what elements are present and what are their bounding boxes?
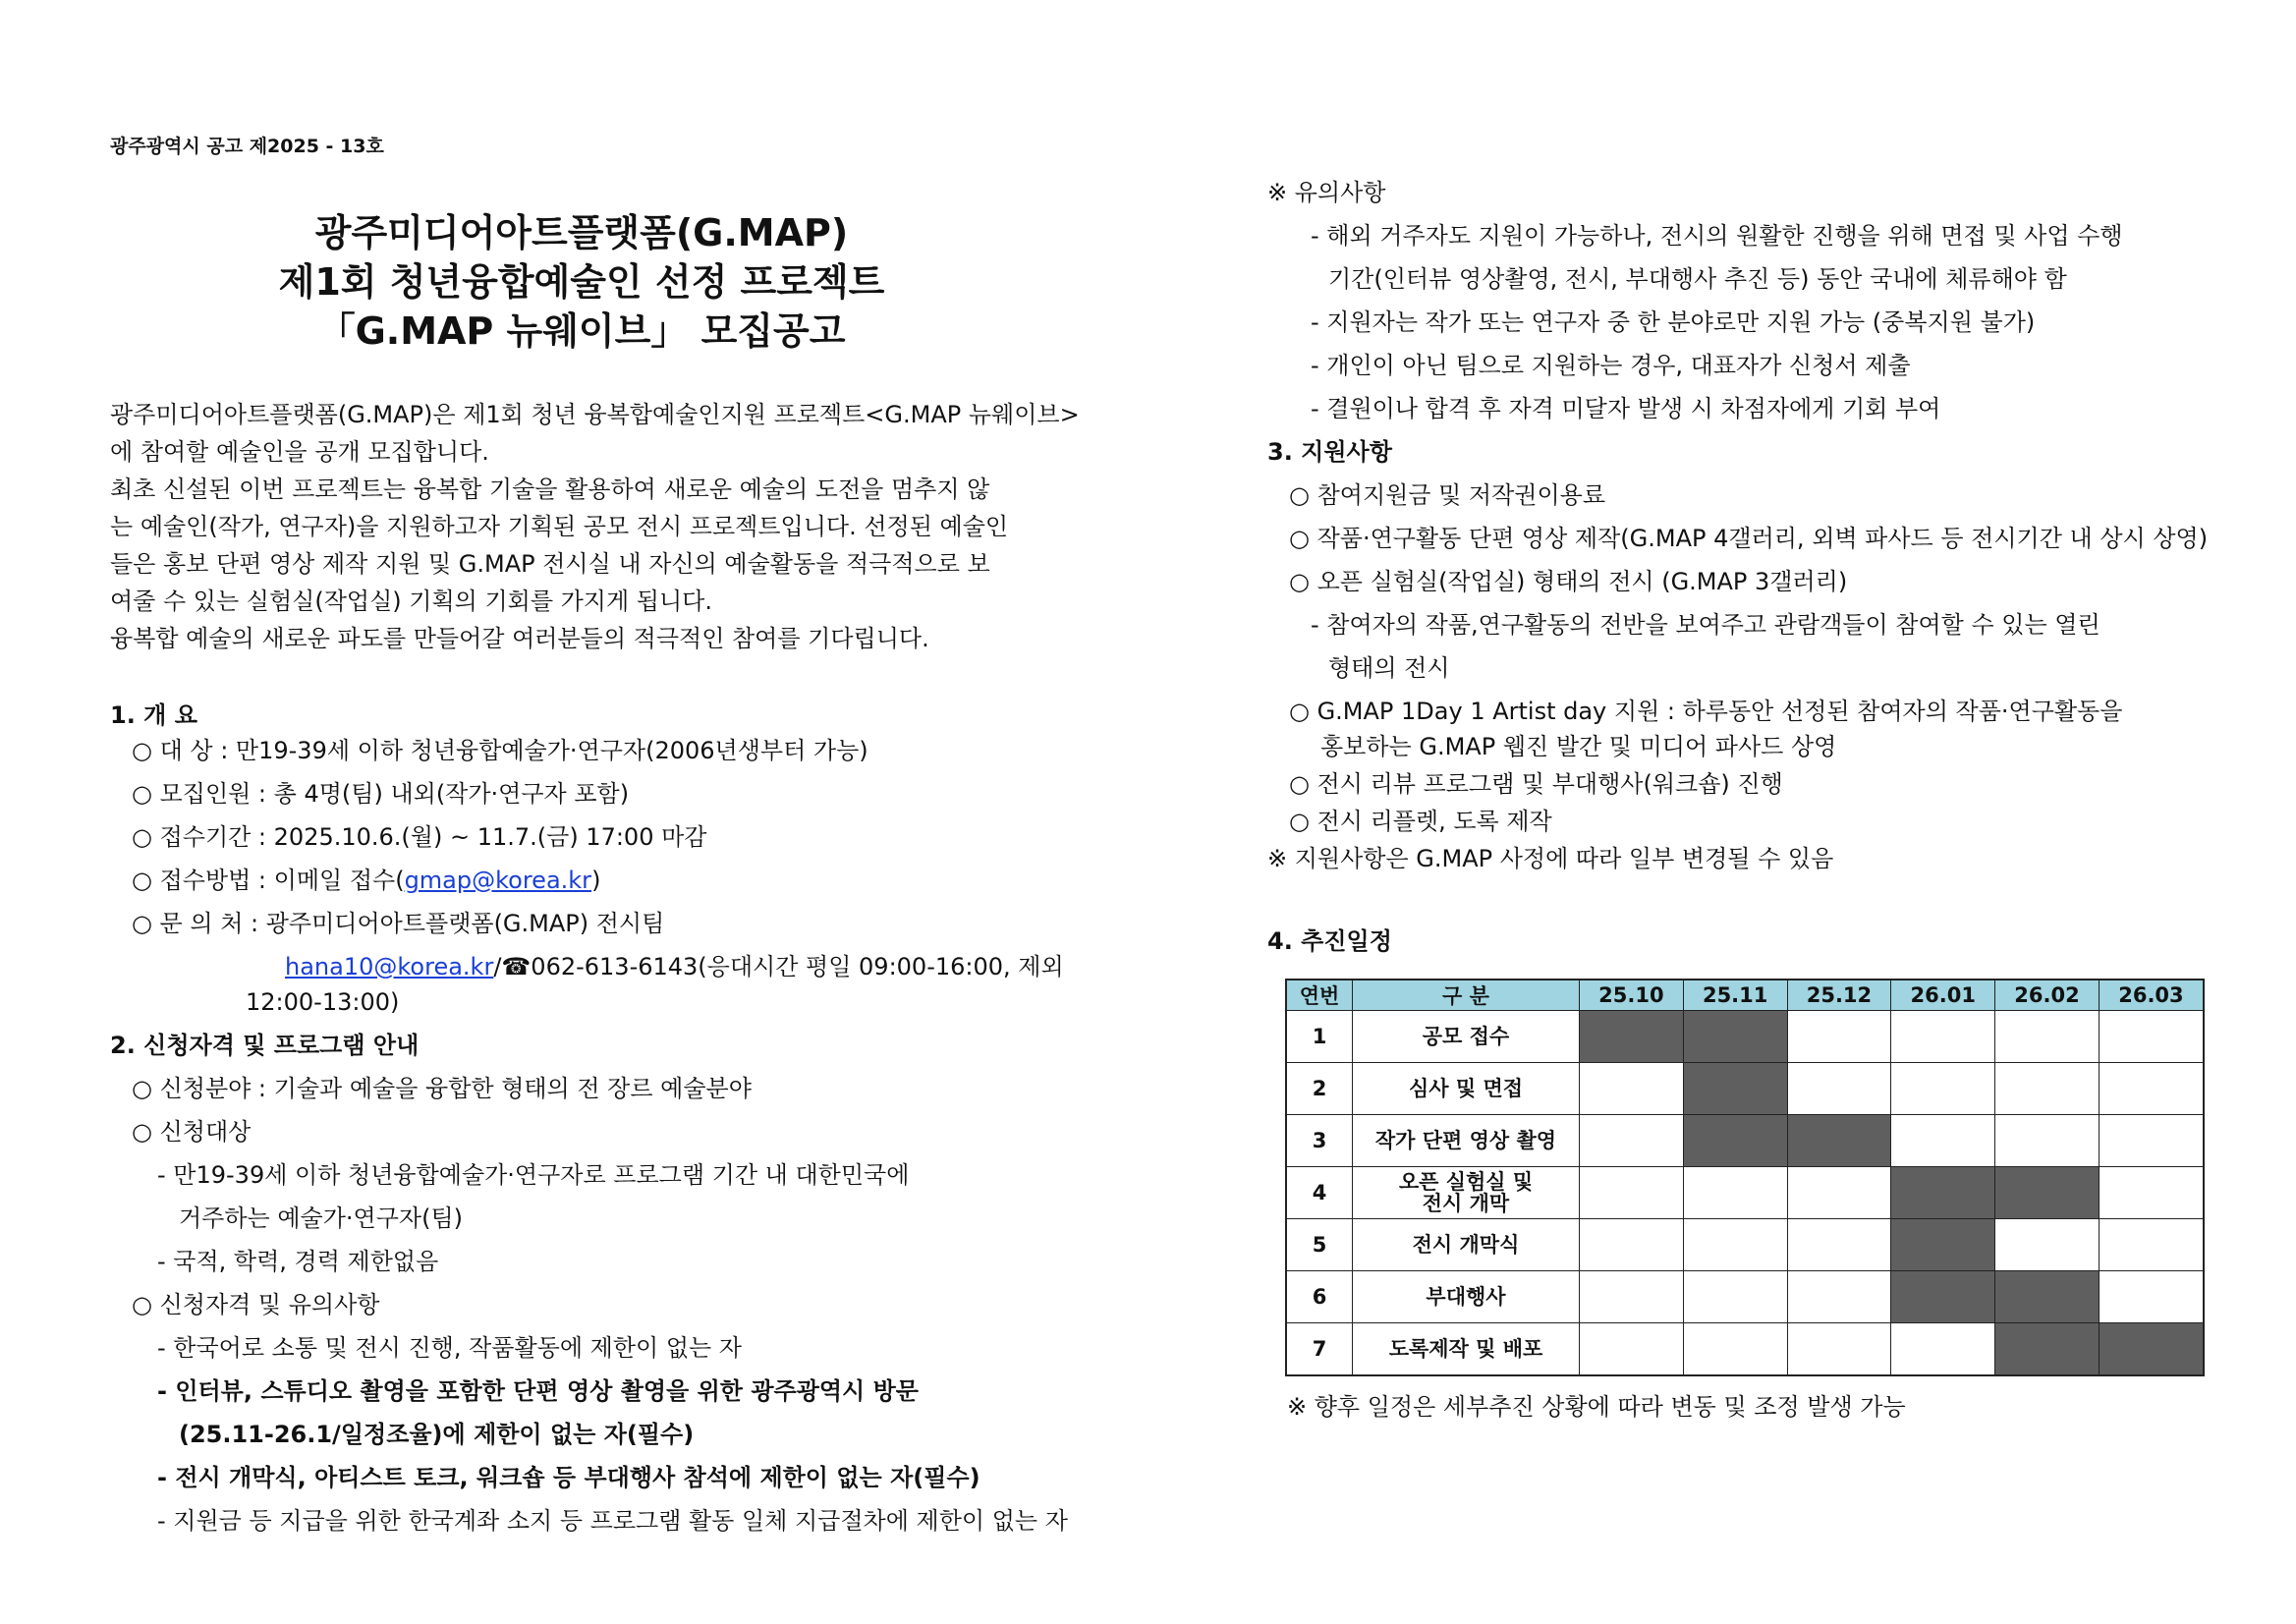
schedule-cell <box>1891 1115 1995 1167</box>
schedule-cell <box>1995 1115 2100 1167</box>
support-item: ○ 전시 리뷰 프로그램 및 부대행사(워크숍) 진행 <box>1289 770 1783 798</box>
table-row <box>1286 1167 2204 1219</box>
target-detail: 거주하는 예술가·연구자(팀) <box>179 1204 464 1232</box>
title-line-2: 제1회 청년융합예술인 선정 프로젝트 <box>278 260 885 304</box>
row-label: 부대행사 <box>1353 1271 1580 1323</box>
contact-item: ○ 문 의 처 : 광주미디어아트플랫폼(G.MAP) 전시팀 <box>132 910 665 937</box>
schedule-cell-active <box>1995 1167 2100 1219</box>
schedule-cell <box>1580 1271 1684 1323</box>
row-label: 심사 및 면접 <box>1353 1063 1580 1115</box>
section-3-heading: 3. 지원사항 <box>1267 438 1392 466</box>
schedule-cell <box>1891 1011 1995 1063</box>
gmap-email-link[interactable]: gmap@korea.kr <box>404 867 592 894</box>
note-item: - 해외 거주자도 지원이 가능하나, 전시의 원활한 진행을 위해 면접 및 사업 수행 <box>1311 222 2123 250</box>
schedule-cell-active <box>1995 1271 2100 1323</box>
qualification-item: (25.11-26.1/일정조율)에 제한이 없는 자(필수) <box>179 1421 695 1448</box>
contact-email-link[interactable]: hana10@korea.kr <box>285 953 494 980</box>
support-item: ○ 오픈 실험실(작업실) 형태의 전시 (G.MAP 3갤러리) <box>1289 568 1848 595</box>
target-detail: - 국적, 학력, 경력 제한없음 <box>157 1248 439 1275</box>
section-2-heading: 2. 신청자격 및 프로그램 안내 <box>110 1032 420 1059</box>
schedule-cell <box>1683 1323 1787 1376</box>
intro-line: 에 참여할 예술인을 공개 모집합니다. <box>110 438 489 466</box>
schedule-cell-active <box>1683 1011 1787 1063</box>
qualification-item: - 인터뷰, 스튜디오 촬영을 포함한 단편 영상 촬영을 위한 광주광역시 방문 <box>157 1377 919 1405</box>
schedule-cell-active <box>1683 1063 1787 1115</box>
schedule-body <box>1286 1011 2204 1376</box>
header-month: 25.11 <box>1683 980 1787 1011</box>
support-item: ○ 전시 리플렛, 도록 제작 <box>1289 808 1552 835</box>
schedule-cell <box>2099 1271 2204 1323</box>
row-number: 5 <box>1286 1219 1353 1271</box>
contact-detail: hana10@korea.kr/☎062-613-6143(응대시간 평일 09:00-16:00, 제외 <box>285 953 1064 980</box>
contact-time: 12:00-13:00) <box>246 988 400 1016</box>
header-month: 26.03 <box>2099 980 2204 1011</box>
schedule-cell <box>1787 1167 1891 1219</box>
target-heading: ○ 신청대상 <box>132 1118 252 1146</box>
schedule-cell <box>1995 1011 2100 1063</box>
section-1-heading: 1. 개 요 <box>110 701 197 729</box>
schedule-cell-active <box>1891 1219 1995 1271</box>
row-number: 7 <box>1286 1323 1353 1376</box>
support-item: ○ 작품·연구활동 단편 영상 제작(G.MAP 4갤러리, 외벽 파사드 등 전시기간 내 상시 상영) <box>1289 525 2209 552</box>
schedule-cell <box>1995 1219 2100 1271</box>
schedule-cell <box>1787 1271 1891 1323</box>
support-note: ※ 지원사항은 G.MAP 사정에 따라 일부 변경될 수 있음 <box>1267 845 1834 872</box>
schedule-cell-active <box>1787 1115 1891 1167</box>
method-item: ○ 접수방법 : 이메일 접수(gmap@korea.kr) <box>132 867 601 894</box>
schedule-cell <box>1787 1219 1891 1271</box>
target-item: ○ 대 상 : 만19-39세 이하 청년융합예술가·연구자(2006년생부터 가능) <box>132 737 868 764</box>
schedule-cell <box>1683 1167 1787 1219</box>
target-detail: - 만19-39세 이하 청년융합예술가·연구자로 프로그램 기간 내 대한민국에 <box>157 1161 910 1189</box>
support-detail: 형태의 전시 <box>1328 654 1450 682</box>
support-item: ○ G.MAP 1Day 1 Artist day 지원 : 하루동안 선정된 참여자의 작품·연구활동을 <box>1289 698 2123 725</box>
header-month: 25.12 <box>1787 980 1891 1011</box>
intro-line: 광주미디어아트플랫폼(G.MAP)은 제1회 청년 융복합예술인지원 프로젝트<G.MAP 뉴웨이브> <box>110 401 1080 428</box>
notice-number: 광주광역시 공고 제2025 - 13호 <box>110 136 384 157</box>
note-item: - 개인이 아닌 팀으로 지원하는 경우, 대표자가 신청서 제출 <box>1311 352 1911 379</box>
page-title <box>110 208 1053 356</box>
note-item: 기간(인터뷰 영상촬영, 전시, 부대행사 추진 등) 동안 국내에 체류해야 함 <box>1328 265 2067 293</box>
schedule-cell <box>1787 1063 1891 1115</box>
title-line-1: 광주미디어아트플랫폼(G.MAP) <box>314 211 849 254</box>
support-detail: - 참여자의 작품,연구활동의 전반을 보여주고 관람객들이 참여할 수 있는 열린 <box>1311 611 2100 639</box>
schedule-cell <box>1580 1063 1684 1115</box>
table-row <box>1286 1323 2204 1376</box>
schedule-cell <box>2099 1219 2204 1271</box>
schedule-cell <box>1787 1323 1891 1376</box>
table-row <box>1286 1063 2204 1115</box>
schedule-cell <box>2099 1115 2204 1167</box>
schedule-cell <box>1580 1115 1684 1167</box>
table-row <box>1286 1271 2204 1323</box>
row-label: 공모 접수 <box>1353 1011 1580 1063</box>
schedule-cell <box>2099 1011 2204 1063</box>
note-item: - 지원자는 작가 또는 연구자 중 한 분야로만 지원 가능 (중복지원 불가) <box>1311 308 2036 336</box>
period-item: ○ 접수기간 : 2025.10.6.(월) ~ 11.7.(금) 17:00 마감 <box>132 823 707 851</box>
recruit-item: ○ 모집인원 : 총 4명(팀) 내외(작가·연구자 포함) <box>132 780 630 808</box>
table-row <box>1286 1219 2204 1271</box>
support-item: ○ 참여지원금 및 저작권이용료 <box>1289 481 1606 509</box>
support-detail: 홍보하는 G.MAP 웹진 발간 및 미디어 파사드 상영 <box>1320 733 1837 760</box>
schedule-table <box>1285 979 2205 1376</box>
note-item: - 결원이나 합격 후 자격 미달자 발생 시 차점자에게 기회 부여 <box>1311 395 1941 422</box>
table-row <box>1286 1011 2204 1063</box>
schedule-cell <box>1683 1271 1787 1323</box>
row-label: 작가 단편 영상 촬영 <box>1353 1115 1580 1167</box>
header-month: 25.10 <box>1580 980 1684 1011</box>
intro-line: 들은 홍보 단편 영상 제작 지원 및 G.MAP 전시실 내 자신의 예술활동을 적극적으로 보 <box>110 550 990 578</box>
schedule-header-row <box>1286 980 2204 1011</box>
schedule-footnote: ※ 향후 일정은 세부추진 상황에 따라 변동 및 조정 발생 가능 <box>1287 1393 1906 1421</box>
qualification-item: - 전시 개막식, 아티스트 토크, 워크숍 등 부대행사 참석에 제한이 없는 자(필수) <box>157 1464 980 1491</box>
schedule-cell <box>2099 1063 2204 1115</box>
row-number: 4 <box>1286 1167 1353 1219</box>
schedule-cell <box>1580 1323 1684 1376</box>
header-month: 26.02 <box>1995 980 2100 1011</box>
schedule-cell <box>1787 1011 1891 1063</box>
intro-line: 최초 신설된 이번 프로젝트는 융복합 기술을 활용하여 새로운 예술의 도전을 멈추지 않 <box>110 476 990 503</box>
row-number: 1 <box>1286 1011 1353 1063</box>
schedule-cell <box>1891 1063 1995 1115</box>
qualification-item: - 한국어로 소통 및 전시 진행, 작품활동에 제한이 없는 자 <box>157 1334 742 1362</box>
row-label: 도록제작 및 배포 <box>1353 1323 1580 1376</box>
qualification-heading: ○ 신청자격 및 유의사항 <box>132 1291 380 1318</box>
title-line-3: 「G.MAP 뉴웨이브」 모집공고 <box>317 309 846 353</box>
qualification-item: - 지원금 등 지급을 위한 한국계좌 소지 등 프로그램 활동 일체 지급절차에 제한이 없는 자 <box>157 1507 1068 1535</box>
notes-heading: ※ 유의사항 <box>1267 179 1386 206</box>
section-4-heading: 4. 추진일정 <box>1267 927 1392 955</box>
header-category: 구 분 <box>1353 980 1580 1011</box>
field-item: ○ 신청분야 : 기술과 예술을 융합한 형태의 전 장르 예술분야 <box>132 1075 752 1102</box>
schedule-cell-active <box>1580 1011 1684 1063</box>
header-no: 연번 <box>1286 980 1353 1011</box>
row-number: 6 <box>1286 1271 1353 1323</box>
schedule-cell <box>1580 1219 1684 1271</box>
schedule-cell <box>1580 1167 1684 1219</box>
schedule-cell-active <box>1683 1115 1787 1167</box>
schedule-cell <box>1995 1063 2100 1115</box>
schedule-cell <box>2099 1167 2204 1219</box>
schedule-cell-active <box>1891 1271 1995 1323</box>
intro-line: 융복합 예술의 새로운 파도를 만들어갈 여러분들의 적극적인 참여를 기다립니다. <box>110 625 929 652</box>
intro-line: 는 예술인(작가, 연구자)을 지원하고자 기획된 공모 전시 프로젝트입니다. 선정된 예술인 <box>110 513 1009 540</box>
table-row <box>1286 1115 2204 1167</box>
schedule-cell-active <box>1995 1323 2100 1376</box>
row-number: 3 <box>1286 1115 1353 1167</box>
header-month: 26.01 <box>1891 980 1995 1011</box>
row-label: 전시 개막식 <box>1353 1219 1580 1271</box>
row-number: 2 <box>1286 1063 1353 1115</box>
row-label: 오픈 실험실 및 전시 개막 <box>1353 1167 1580 1219</box>
schedule-cell-active <box>2099 1323 2204 1376</box>
schedule-cell <box>1891 1323 1995 1376</box>
schedule-cell-active <box>1891 1167 1995 1219</box>
intro-line: 여줄 수 있는 실험실(작업실) 기획의 기회를 가지게 됩니다. <box>110 588 712 615</box>
schedule-cell <box>1683 1219 1787 1271</box>
